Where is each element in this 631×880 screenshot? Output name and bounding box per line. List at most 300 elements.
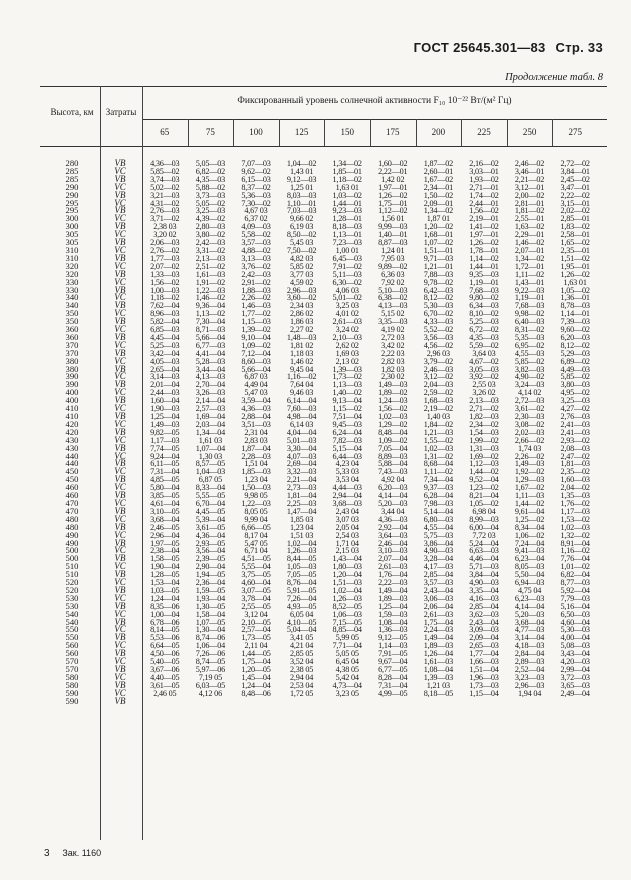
value-cell: 3,41 05 — [289, 634, 314, 643]
value-cell: 1,31—03 — [469, 444, 499, 453]
value-cell: 3,14—03 — [150, 373, 180, 382]
value-cell: 1,63 01 — [563, 278, 587, 287]
value-cell: 1,06—04 — [195, 642, 226, 651]
value-cell: 4,05—03 — [150, 357, 180, 366]
value-cell: 2,26—02 — [514, 452, 545, 461]
height-cell: 305 — [65, 237, 79, 248]
value-cell: 8,34—04 — [514, 523, 545, 532]
value-cell: 4,45—05 — [195, 507, 226, 516]
value-cell: 8,71—03 — [195, 326, 226, 334]
value-cell: 6,45 04 — [335, 658, 359, 666]
value-cell: 8,33—04 — [195, 484, 226, 493]
value-cell: 3,61—05 — [150, 681, 180, 690]
value-cell: 3,71—02 — [150, 215, 180, 224]
footer-page-number: 3 — [44, 848, 50, 859]
value-cell: 4,06 03 — [335, 286, 359, 295]
height-cell: 480 — [65, 521, 79, 532]
value-cell: 4,04—04 — [286, 428, 317, 437]
value-cell: 2,57—03 — [195, 405, 226, 413]
height-cell: 290 — [65, 189, 79, 200]
value-cell: 3,12—02 — [423, 373, 454, 382]
value-cell: 5,20—03 — [514, 610, 545, 619]
value-cell: 2,94 04 — [289, 673, 314, 682]
value-cell: 1,07—05 — [195, 618, 226, 627]
height-cell: 480 — [65, 513, 79, 524]
value-cell: 1,18 03 — [289, 349, 314, 358]
type-cell: VC — [114, 450, 126, 461]
value-cell: 3,46—01 — [514, 167, 545, 176]
height-cell: 510 — [65, 569, 79, 580]
value-cell: 2,10—05 — [241, 618, 271, 627]
value-cell: 3,60—02 — [286, 294, 317, 303]
height-cell: 400 — [65, 395, 79, 406]
value-cell: 3,80—02 — [195, 231, 226, 240]
value-cell: 3,24—03 — [514, 381, 545, 390]
table-row — [142, 168, 598, 176]
value-cell: 1,88—03 — [241, 286, 271, 295]
table-row — [142, 547, 598, 555]
value-cell: 3,06—03 — [423, 594, 454, 603]
value-cell: 2,88—04 — [241, 413, 271, 421]
value-cell: 5,01—03 — [286, 436, 317, 445]
height-cell: 470 — [65, 497, 79, 508]
value-cell: 6,11—05 — [150, 460, 180, 469]
value-cell: 7,60—03 — [286, 405, 317, 413]
value-cell: 9,46 03 — [289, 389, 314, 398]
value-cell: 3,84—04 — [469, 571, 499, 580]
value-cell: 4,36—03 — [241, 405, 271, 413]
height-cell: 390 — [65, 379, 79, 390]
type-cell: VB — [114, 331, 126, 342]
value-cell: 1,30—05 — [195, 602, 226, 611]
value-cell: 6,28—04 — [423, 492, 454, 500]
value-cell: 4,12 06 — [198, 689, 222, 698]
value-cell: 1,08—04 — [378, 618, 408, 627]
value-cell: 1,11—02 — [515, 270, 545, 279]
value-cell: 2,13 02 — [335, 357, 359, 366]
height-cell: 330 — [65, 284, 79, 295]
value-cell: 7,05—05 — [286, 571, 317, 580]
value-cell: 3,28—04 — [423, 555, 454, 564]
value-cell: 5,47 03 — [244, 389, 268, 398]
value-cell: 4,67—02 — [469, 357, 499, 366]
table-row — [142, 603, 598, 611]
value-cell: 3,31—02 — [195, 246, 226, 255]
level-divider — [324, 119, 325, 146]
value-cell: 5,71—03 — [469, 563, 499, 572]
value-cell: 5,35—03 — [514, 333, 545, 342]
value-cell: 1,30 03 — [198, 452, 222, 461]
value-cell: 7,82—03 — [332, 436, 362, 445]
value-cell: 1,23—02 — [469, 484, 499, 493]
height-cell: 490 — [65, 529, 79, 540]
table-row — [142, 508, 598, 516]
value-cell: 3,68—04 — [150, 515, 180, 524]
level-header: 175 — [386, 127, 400, 137]
level-divider — [370, 119, 371, 146]
type-cell: VB — [114, 426, 126, 437]
value-cell: 1,30—04 — [195, 626, 226, 635]
type-cell: VC — [114, 387, 126, 398]
table-row — [142, 524, 598, 532]
table-top-rule — [40, 86, 607, 87]
value-cell: 2,07—04 — [378, 555, 408, 564]
value-cell: 9,12—03 — [286, 175, 317, 184]
height-cell: 370 — [65, 339, 79, 350]
value-cell: 1,60—03 — [560, 476, 590, 485]
value-cell: 1,89—03 — [423, 642, 454, 651]
value-cell: 6,70—02 — [423, 310, 454, 319]
value-cell: 2,06—03 — [150, 239, 180, 247]
value-cell: 1,17—03 — [150, 436, 180, 445]
value-cell: 1,53—02 — [560, 515, 590, 524]
table-row — [142, 223, 598, 231]
value-cell: 6,40—03 — [514, 318, 545, 327]
value-cell: 3,62—03 — [469, 610, 499, 619]
value-cell: 6,82—02 — [195, 167, 226, 176]
value-cell: 4,49—03 — [560, 365, 590, 374]
value-cell: 2,86 02 — [289, 310, 314, 319]
value-cell: 2,96—03 — [286, 286, 317, 295]
value-cell: 6,70—04 — [195, 499, 226, 508]
value-cell: 1,00—04 — [150, 610, 180, 619]
value-cell: 3,59—04 — [241, 397, 271, 406]
value-cell: 1,07—04 — [195, 444, 226, 453]
height-cell: 530 — [65, 600, 79, 611]
value-cell: 6,77—05 — [378, 666, 408, 674]
type-cell: VB — [114, 584, 126, 595]
value-cell: 1,13—01 — [332, 231, 362, 240]
value-cell: 3,35—03 — [378, 318, 408, 327]
value-cell: 1,49—04 — [423, 634, 454, 643]
type-cell: VB — [114, 363, 126, 374]
height-cell: 430 — [65, 434, 79, 445]
value-cell: 3,10—05 — [150, 507, 180, 516]
value-cell: 1,86 03 — [289, 318, 314, 327]
value-cell: 6,00—04 — [469, 523, 499, 532]
value-cell: 4,60—04 — [241, 579, 271, 587]
height-cell: 305 — [65, 229, 79, 240]
type-cell: VC — [114, 229, 126, 240]
value-cell: 6,20—03 — [378, 484, 408, 493]
value-cell: 1,58—05 — [150, 555, 180, 564]
value-cell: 2,38 05 — [289, 666, 314, 674]
value-cell: 6,89—02 — [560, 357, 590, 366]
value-cell: 5,91—05 — [286, 586, 317, 595]
value-cell: 4,45—04 — [150, 333, 180, 342]
value-cell: 1,42 02 — [381, 175, 405, 184]
table-row — [142, 571, 598, 579]
type-cell: VB — [114, 316, 126, 327]
height-cell: 400 — [65, 387, 79, 398]
type-cell: VC — [114, 197, 126, 208]
value-cell: 5,52—02 — [423, 326, 454, 334]
value-cell: 7,12—04 — [241, 349, 271, 358]
level-divider — [507, 119, 508, 146]
table-row — [142, 540, 598, 548]
value-cell: 6,94—03 — [514, 579, 545, 587]
value-cell: 3,68—04 — [514, 618, 545, 627]
value-cell: 1,77—04 — [469, 650, 499, 659]
value-cell: 3,21—03 — [150, 191, 180, 200]
page-header — [414, 40, 603, 55]
value-cell: 2,55—01 — [514, 215, 545, 224]
height-cell: 350 — [65, 308, 79, 319]
value-cell: 1,23 04 — [244, 476, 268, 485]
value-cell: 1,29—02 — [378, 420, 408, 429]
value-cell: 1,20—04 — [332, 571, 362, 580]
value-cell: 2,92—04 — [378, 523, 408, 532]
value-cell: 1,65—02 — [560, 239, 590, 247]
table-row — [142, 595, 598, 603]
value-cell: 5,80—04 — [150, 484, 180, 493]
height-cell: 510 — [65, 561, 79, 572]
value-cell: 2,34 03 — [289, 302, 314, 311]
value-cell: 5,05—03 — [195, 160, 226, 168]
value-cell: 9,78—02 — [423, 278, 454, 287]
height-cell: 470 — [65, 505, 79, 516]
value-cell: 1,80—03 — [332, 563, 362, 572]
value-cell: 1,24 01 — [381, 246, 405, 255]
height-cell: 320 — [65, 268, 79, 279]
value-cell: 2,66—02 — [514, 436, 545, 445]
value-cell: 2,09—04 — [469, 634, 499, 643]
value-cell: 1,49—04 — [378, 586, 408, 595]
height-cell: 570 — [65, 656, 79, 667]
value-cell: 1,09—02 — [241, 341, 271, 350]
value-cell: 1,47—04 — [286, 507, 317, 516]
value-cell: 5,20—03 — [378, 499, 408, 508]
value-cell: 1,46—02 — [514, 239, 545, 247]
value-cell: 2,46 05 — [153, 689, 177, 698]
value-cell: 1,02—03 — [378, 413, 408, 421]
value-cell: 6,98 04 — [472, 507, 496, 516]
value-cell: 2,01—04 — [150, 381, 180, 390]
value-cell: 1,35—03 — [560, 492, 590, 500]
value-cell: 1,26—03 — [332, 594, 362, 603]
value-cell: 4,35—03 — [195, 175, 226, 184]
value-cell: 8,12—02 — [423, 294, 454, 303]
value-cell: 4,36—04 — [195, 531, 226, 540]
value-cell: 1,87—02 — [423, 160, 454, 168]
value-cell: 4,36—03 — [150, 160, 180, 168]
table-row — [142, 326, 598, 334]
value-cell: 5,88—04 — [378, 460, 408, 469]
value-cell: 9,62—02 — [241, 167, 271, 176]
height-cell: 320 — [65, 260, 79, 271]
value-cell: 9,22—03 — [514, 286, 545, 295]
type-cell: VB — [114, 347, 126, 358]
level-header: 100 — [249, 127, 263, 137]
type-cell: VB — [114, 600, 126, 611]
value-cell: 9,67—04 — [378, 658, 408, 666]
value-cell: 1,14—01 — [560, 310, 590, 319]
value-cell: 2,27 02 — [289, 326, 314, 334]
table-row — [142, 634, 598, 642]
value-cell: 9,71—03 — [423, 254, 454, 263]
table-row — [142, 263, 598, 271]
value-cell: 2,76—03 — [150, 207, 180, 216]
value-cell: 2,29—01 — [514, 231, 545, 240]
value-cell: 1,49—03 — [378, 381, 408, 390]
value-cell: 1,75—01 — [378, 199, 408, 208]
table-row — [142, 453, 598, 461]
value-cell: 2,47—02 — [560, 452, 590, 461]
value-cell: 1,51—04 — [469, 666, 499, 674]
header-mid-rule — [142, 119, 607, 120]
value-cell: 4,85—05 — [150, 476, 180, 485]
value-cell: 1,66—03 — [469, 658, 499, 666]
value-cell: 2,35—02 — [560, 468, 590, 477]
value-cell: 4,19 02 — [381, 326, 405, 334]
value-cell: 1,33—03 — [150, 270, 180, 279]
value-cell: 6,50—03 — [560, 610, 590, 619]
value-cell: 7,03—03 — [286, 207, 317, 216]
value-cell: 9,89—02 — [378, 262, 408, 271]
value-cell: 1,15—04 — [469, 689, 499, 698]
table-row — [142, 287, 598, 295]
height-cell: 580 — [65, 671, 79, 682]
value-cell: 1,34—04 — [195, 428, 226, 437]
value-cell: 1,56—02 — [378, 405, 408, 413]
value-cell: 1,02—03 — [560, 523, 590, 532]
value-cell: 1,51—03 — [332, 579, 362, 587]
value-cell: 2,49—04 — [560, 689, 590, 698]
type-cell: VC — [114, 418, 126, 429]
type-cell: VB — [114, 569, 126, 580]
type-cell: VC — [114, 482, 126, 493]
value-cell: 2,22—02 — [560, 191, 590, 200]
value-cell: 1,32—02 — [560, 531, 590, 540]
table-row — [142, 674, 598, 682]
value-cell: 3,08—02 — [514, 420, 545, 429]
value-cell: 1,01—02 — [560, 563, 590, 572]
value-cell: 2,96—04 — [150, 531, 180, 540]
value-cell: 4,90—03 — [423, 547, 454, 556]
type-cell: VB — [114, 695, 126, 706]
type-cell: VC — [114, 545, 126, 556]
value-cell: 3,12 04 — [244, 610, 268, 619]
value-cell: 2,11 04 — [244, 642, 268, 651]
value-cell: 2,00—02 — [514, 191, 545, 200]
value-cell: 2,46—05 — [150, 523, 180, 532]
value-cell: 1,36—03 — [378, 626, 408, 635]
value-cell: 1,34—02 — [423, 207, 454, 216]
value-cell: 2,59—02 — [423, 389, 454, 398]
value-cell: 7,23—03 — [332, 239, 362, 247]
value-cell: 1,03—05 — [150, 586, 180, 595]
height-cell: 295 — [65, 205, 79, 216]
value-cell: 1,44—01 — [332, 199, 362, 208]
value-cell: 1,99—02 — [469, 436, 499, 445]
value-cell: 6,24—04 — [332, 428, 362, 437]
value-cell: 3,15—01 — [560, 199, 590, 208]
value-cell: 1,53—04 — [150, 579, 180, 587]
value-cell: 2,85 05 — [289, 650, 314, 659]
table-row — [142, 318, 598, 326]
value-cell: 7,31—04 — [150, 468, 180, 477]
value-cell: 1,13—03 — [332, 381, 362, 390]
value-cell: 4,82 03 — [289, 254, 314, 263]
table-row — [142, 492, 598, 500]
page-footer — [44, 848, 101, 859]
height-cell: 460 — [65, 482, 79, 493]
height-cell: 550 — [65, 632, 79, 643]
value-cell: 1,87 01 — [426, 215, 450, 224]
height-column — [44, 160, 100, 706]
type-cell: VB — [114, 395, 126, 406]
type-cell: VB — [114, 158, 126, 168]
value-cell: 2,65—03 — [469, 642, 499, 651]
value-cell: 1,60—04 — [150, 397, 180, 406]
value-cell: 1,67—02 — [514, 484, 545, 493]
value-cell: 5,58—02 — [241, 231, 271, 240]
value-cell: 1,09—02 — [378, 436, 408, 445]
table-row — [142, 381, 598, 389]
value-cell: 6,78—06 — [150, 618, 180, 627]
value-cell: 2,41—03 — [560, 428, 590, 437]
value-cell: 1,24—03 — [378, 397, 408, 406]
value-cell: 5,88—02 — [195, 183, 226, 192]
page-number: Стр. 33 — [555, 40, 603, 55]
table-row — [142, 207, 598, 215]
value-cell: 1,74—02 — [469, 191, 499, 200]
value-cell: 2,34—02 — [469, 420, 499, 429]
table-row — [142, 302, 598, 310]
value-cell: 7,91—02 — [332, 262, 362, 271]
value-cell: 1,19—01 — [469, 278, 499, 287]
value-cell: 8,60—03 — [241, 357, 271, 366]
value-cell: 2,96—03 — [514, 681, 545, 690]
value-cell: 2,31 04 — [244, 428, 268, 437]
value-cell: 1,48—03 — [286, 333, 317, 342]
value-cell: 4,35—03 — [469, 333, 499, 342]
value-cell: 9,82—05 — [150, 428, 180, 437]
value-cell: 1,68—03 — [423, 397, 454, 406]
value-cell: 6,23—04 — [514, 555, 545, 564]
value-cell: 8,50—02 — [286, 231, 317, 240]
value-cell: 2,08—03 — [560, 444, 590, 453]
type-cell: VB — [114, 648, 126, 659]
value-cell: 5,53—06 — [150, 634, 180, 643]
value-cell: 2,72 03 — [381, 333, 405, 342]
type-cell: VC — [114, 466, 126, 477]
value-cell: 4,23 04 — [335, 460, 359, 469]
type-cell: VB — [114, 474, 126, 485]
value-cell: 1,20—05 — [241, 666, 271, 674]
value-cell: 1,24—04 — [150, 594, 180, 603]
table-row — [142, 389, 598, 397]
value-cell: 1,97—01 — [378, 183, 408, 192]
document-title: ГОСТ 25645.301—83 — [413, 40, 546, 55]
type-cell: VC — [114, 624, 126, 635]
value-cell: 6,05 04 — [289, 610, 314, 619]
value-cell: 2,84—04 — [514, 650, 545, 659]
value-cell: 1,46—03 — [241, 302, 271, 311]
value-cell: 2,62 02 — [335, 341, 359, 350]
value-cell: 1,45—04 — [241, 673, 271, 682]
value-cell: 1,59—05 — [195, 586, 226, 595]
height-cell: 590 — [65, 695, 79, 706]
value-cell: 1,82—03 — [469, 413, 499, 421]
height-cell: 410 — [65, 411, 79, 421]
value-cell: 1,43—04 — [332, 555, 362, 564]
value-cell: 2,61—03 — [332, 318, 362, 327]
value-cell: 9,99—03 — [378, 223, 408, 232]
value-cell: 5,16—04 — [560, 602, 590, 611]
value-cell: 3,30—04 — [286, 444, 317, 453]
value-cell: 4,14—04 — [514, 602, 545, 611]
